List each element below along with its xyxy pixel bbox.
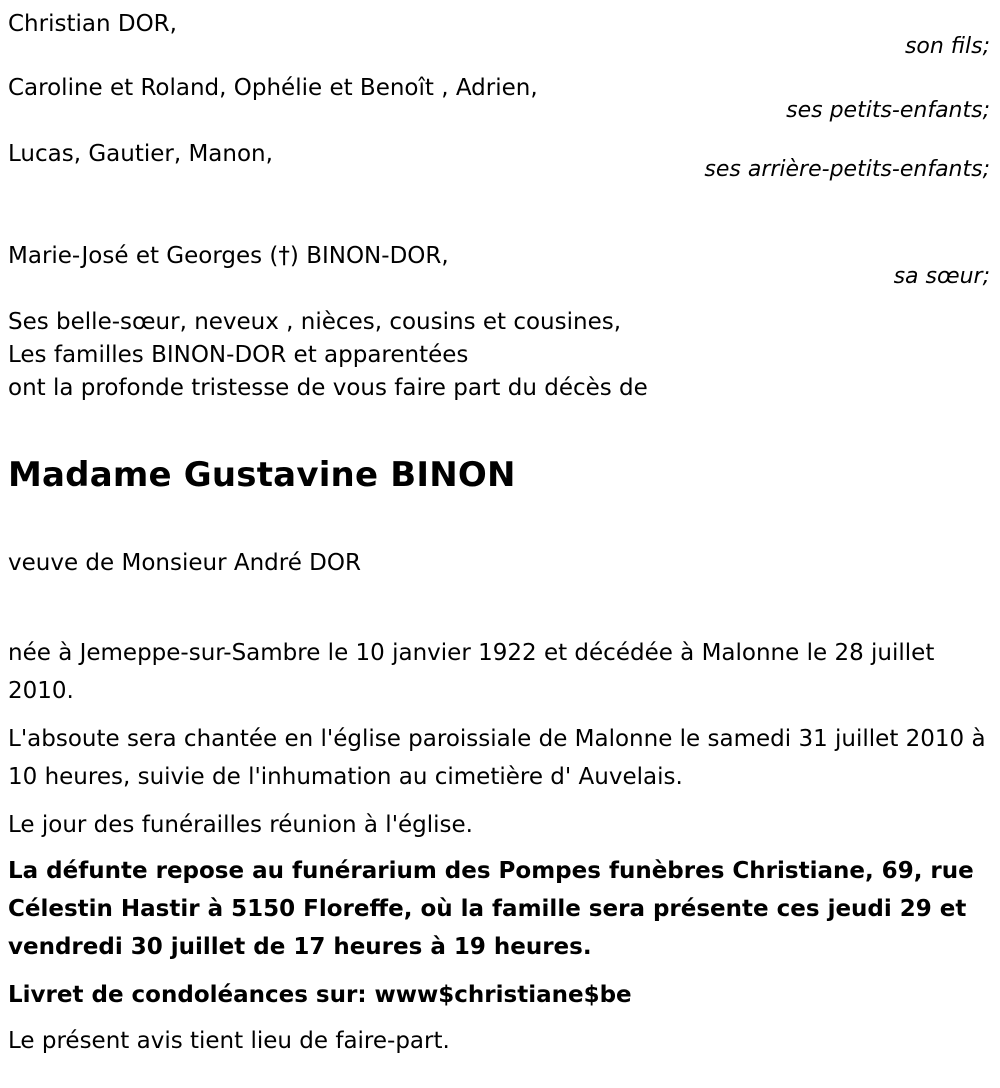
relative-relation: ses arrière-petits-enfants; [704,157,990,182]
relative-names: Marie-José et Georges (†) BINON-DOR, [8,243,449,269]
deceased-name: Madame Gustavine BINON [8,455,516,495]
intro-line-1: Ses belle-sœur, neveux , nièces, cousins et cousines, [8,309,622,335]
relative-names: Lucas, Gautier, Manon, [8,141,273,167]
details-block [8,634,988,1070]
ceremony-paragraph: L'absoute sera chantée en l'église paroissiale de Malonne le samedi 31 juillet 2010 à 10 heures, suivie de l'inhumation au cimetière d' Auvelais. [8,726,986,790]
intro-block [8,306,648,405]
relative-names: Christian DOR, [8,11,177,37]
notice-footer-paragraph: Le présent avis tient lieu de faire-part. [8,1028,450,1054]
deceased-spouse: veuve de Monsieur André DOR [8,550,361,576]
relative-relation: ses petits-enfants; [786,98,990,123]
funerarium-paragraph: La défunte repose au funérarium des Pompes funèbres Christiane, 69, rue Célestin Hastir à 5150 Floreffe, où la famille sera présente ces jeudi 29 et vendredi 30 juillet de 17 heures à 19 heures. [8,858,974,960]
reunion-paragraph: Le jour des funérailles réunion à l'église. [8,812,473,838]
relative-names: Caroline et Roland, Ophélie et Benoît , Adrien, [8,75,538,101]
relative-relation: son fils; [904,34,990,59]
intro-line-2: Les familles BINON-DOR et apparentées [8,342,469,368]
intro-line-3: ont la profonde tristesse de vous faire part du décès de [8,375,648,401]
relative-relation: sa sœur; [893,264,990,289]
condolences-paragraph: Livret de condoléances sur: www$christiane$be [8,982,632,1008]
birth-death-paragraph: née à Jemeppe-sur-Sambre le 10 janvier 1922 et décédée à Malonne le 28 juillet 2010. [8,640,935,704]
